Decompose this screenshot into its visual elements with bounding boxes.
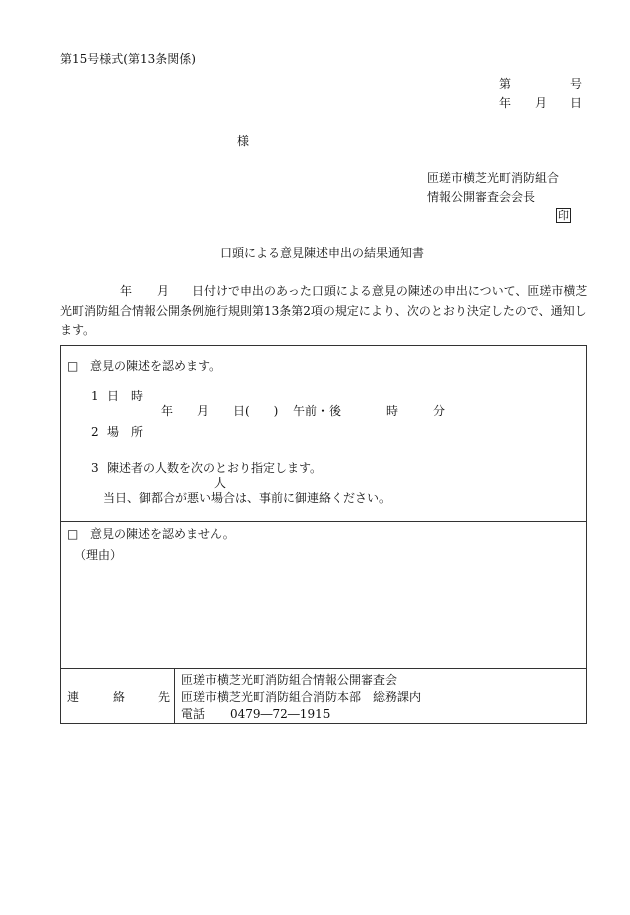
reject-checkbox[interactable]: □	[67, 527, 79, 541]
document-title: 口頭による意見陳述申出の結果通知書	[220, 246, 425, 260]
item3-number: 3	[91, 461, 99, 475]
reject-reason-label: （理由）	[74, 548, 123, 562]
accept-note: 当日、御都合が悪い場合は、事前に御連絡ください。	[103, 491, 392, 505]
accept-label: 意見の陳述を認めます。	[90, 359, 222, 373]
date-month-label: 月	[535, 96, 548, 110]
contact-label-2: 絡	[113, 690, 126, 704]
addressee-suffix: 様	[237, 134, 250, 148]
contact-label-3: 先	[158, 690, 171, 704]
document-number-label: 第	[499, 77, 512, 91]
seal-mark: 印	[558, 209, 569, 222]
sender-organization: 匝瑳市横芝光町消防組合	[427, 171, 560, 185]
datetime-hour: 時	[386, 404, 399, 418]
body-month-label: 月	[157, 284, 170, 298]
datetime-day: 日( )	[233, 404, 279, 418]
contact-phone-label: 電話	[181, 707, 206, 721]
contact-column-divider	[174, 668, 175, 724]
contact-phone-number: 0479―72―1915	[230, 707, 331, 721]
body-text-line-2: 光町消防組合情報公開条例施行規則第13条第2項の規定により、次のとおり決定したので、通知し	[60, 304, 587, 318]
accept-checkbox[interactable]: □	[67, 359, 79, 373]
item1-number: 1	[91, 389, 99, 403]
form-number: 第15号様式(第13条関係)	[60, 52, 196, 66]
body-text-line-1: 日付けで申出のあった口頭による意見の陳述の申出について、匝瑳市横芝	[192, 284, 588, 298]
reject-label: 意見の陳述を認めません。	[90, 527, 235, 541]
datetime-year: 年	[161, 404, 174, 418]
item1-label: 日 時	[107, 389, 144, 403]
datetime-ampm: 午前・後	[293, 404, 342, 418]
date-day-label: 日	[570, 96, 583, 110]
item2-label: 場 所	[107, 425, 144, 439]
people-unit: 人	[214, 476, 227, 490]
contact-label-1: 連	[67, 690, 80, 704]
item2-number: 2	[91, 425, 99, 439]
body-text-line-3: ます。	[60, 323, 96, 337]
date-year-label: 年	[499, 96, 512, 110]
contact-line-2: 匝瑳市横芝光町消防組合消防本部 総務課内	[181, 690, 422, 704]
sender-title: 情報公開審査会会長	[427, 190, 536, 204]
document-number-suffix: 号	[570, 77, 583, 91]
contact-divider	[61, 668, 586, 669]
contact-line-1: 匝瑳市横芝光町消防組合情報公開審査会	[181, 673, 398, 687]
item3-label: 陳述者の人数を次のとおり指定します。	[107, 461, 323, 475]
body-year-label: 年	[120, 284, 133, 298]
datetime-minute: 分	[433, 404, 446, 418]
section-divider	[61, 521, 586, 522]
datetime-month: 月	[197, 404, 210, 418]
